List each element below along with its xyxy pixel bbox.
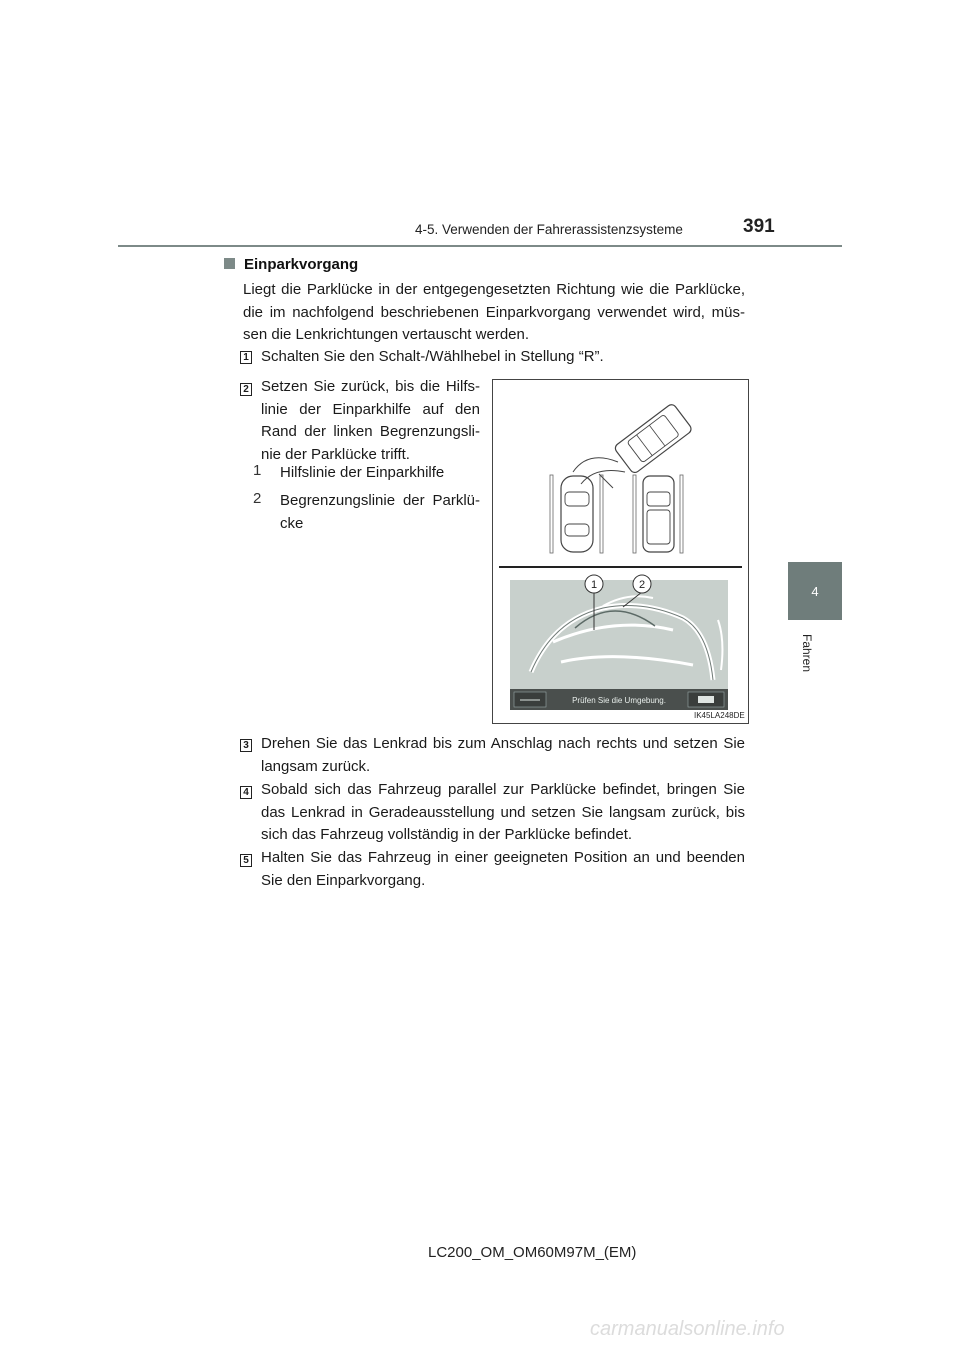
callout-1: 1 xyxy=(590,579,598,591)
step-number-box: 4 xyxy=(240,786,252,799)
parked-car-right xyxy=(643,476,674,552)
step-text: Drehen Sie das Lenkrad bis zum Anschlag nach rechts und setzen Sie langsam zurück. xyxy=(261,735,745,775)
step-number-box: 1 xyxy=(240,351,252,364)
step-text: Setzen Sie zurück, bis die Hilfs-linie der Einparkhilfe auf den Rand der linken Begrenzungsli-nie der Parklücke trifft. xyxy=(261,378,480,463)
legend-number: 1 xyxy=(253,462,262,479)
header-divider xyxy=(118,245,842,247)
watermark: carmanualsonline.info xyxy=(590,1318,785,1340)
step-text: Halten Sie das Fahrzeug in einer geeigneten Position an und beenden Sie den Einparkvorgang. xyxy=(261,849,745,889)
legend-text: Hilfslinie der Einparkhilfe xyxy=(280,464,445,481)
page-number: 391 xyxy=(743,216,775,237)
intro-paragraph: Liegt die Parklücke in der entgegengesetzten Richtung wie die Parklücke, die im nachfolgend beschriebenen Einparkvorgang verwendet wird, müs-sen die Lenkrichtungen vertauscht werden. xyxy=(243,281,745,344)
step-number-box: 3 xyxy=(240,739,252,752)
section-heading xyxy=(224,256,358,273)
parked-car-left xyxy=(561,476,593,552)
section-heading-text: Einparkvorgang xyxy=(244,256,359,273)
reversing-vehicle xyxy=(613,403,693,475)
legend-text: Begrenzungslinie der Parklü-cke xyxy=(280,492,480,532)
parking-diagram xyxy=(493,380,748,723)
callout-2: 2 xyxy=(638,579,646,591)
running-header: 4-5. Verwenden der Fahrerassistenzsysteme xyxy=(415,222,683,237)
screen-message: Prüfen Sie die Umgebung. xyxy=(572,696,666,705)
step-number-box: 5 xyxy=(240,854,252,867)
figure-code: IK45LA248DE xyxy=(694,711,745,720)
chapter-label-box xyxy=(788,620,842,780)
footer-code: LC200_OM_OM60M97M_(EM) xyxy=(428,1244,637,1261)
step-number-box: 2 xyxy=(240,383,252,396)
chapter-label: Fahren xyxy=(800,634,814,673)
chapter-tab: 4 xyxy=(788,562,842,620)
legend-number: 2 xyxy=(253,490,262,507)
step-text: Schalten Sie den Schalt-/Wählhebel in Stellung “R”. xyxy=(261,348,604,365)
step-text: Sobald sich das Fahrzeug parallel zur Parklücke befindet, bringen Sie das Lenkrad in Geradeausstellung und setzen Sie langsam zurück, bis sich das Fahrzeug vollständig in der Parklücke befindet. xyxy=(261,781,745,844)
parking-illustration xyxy=(492,379,749,724)
heading-square-icon xyxy=(224,258,235,269)
